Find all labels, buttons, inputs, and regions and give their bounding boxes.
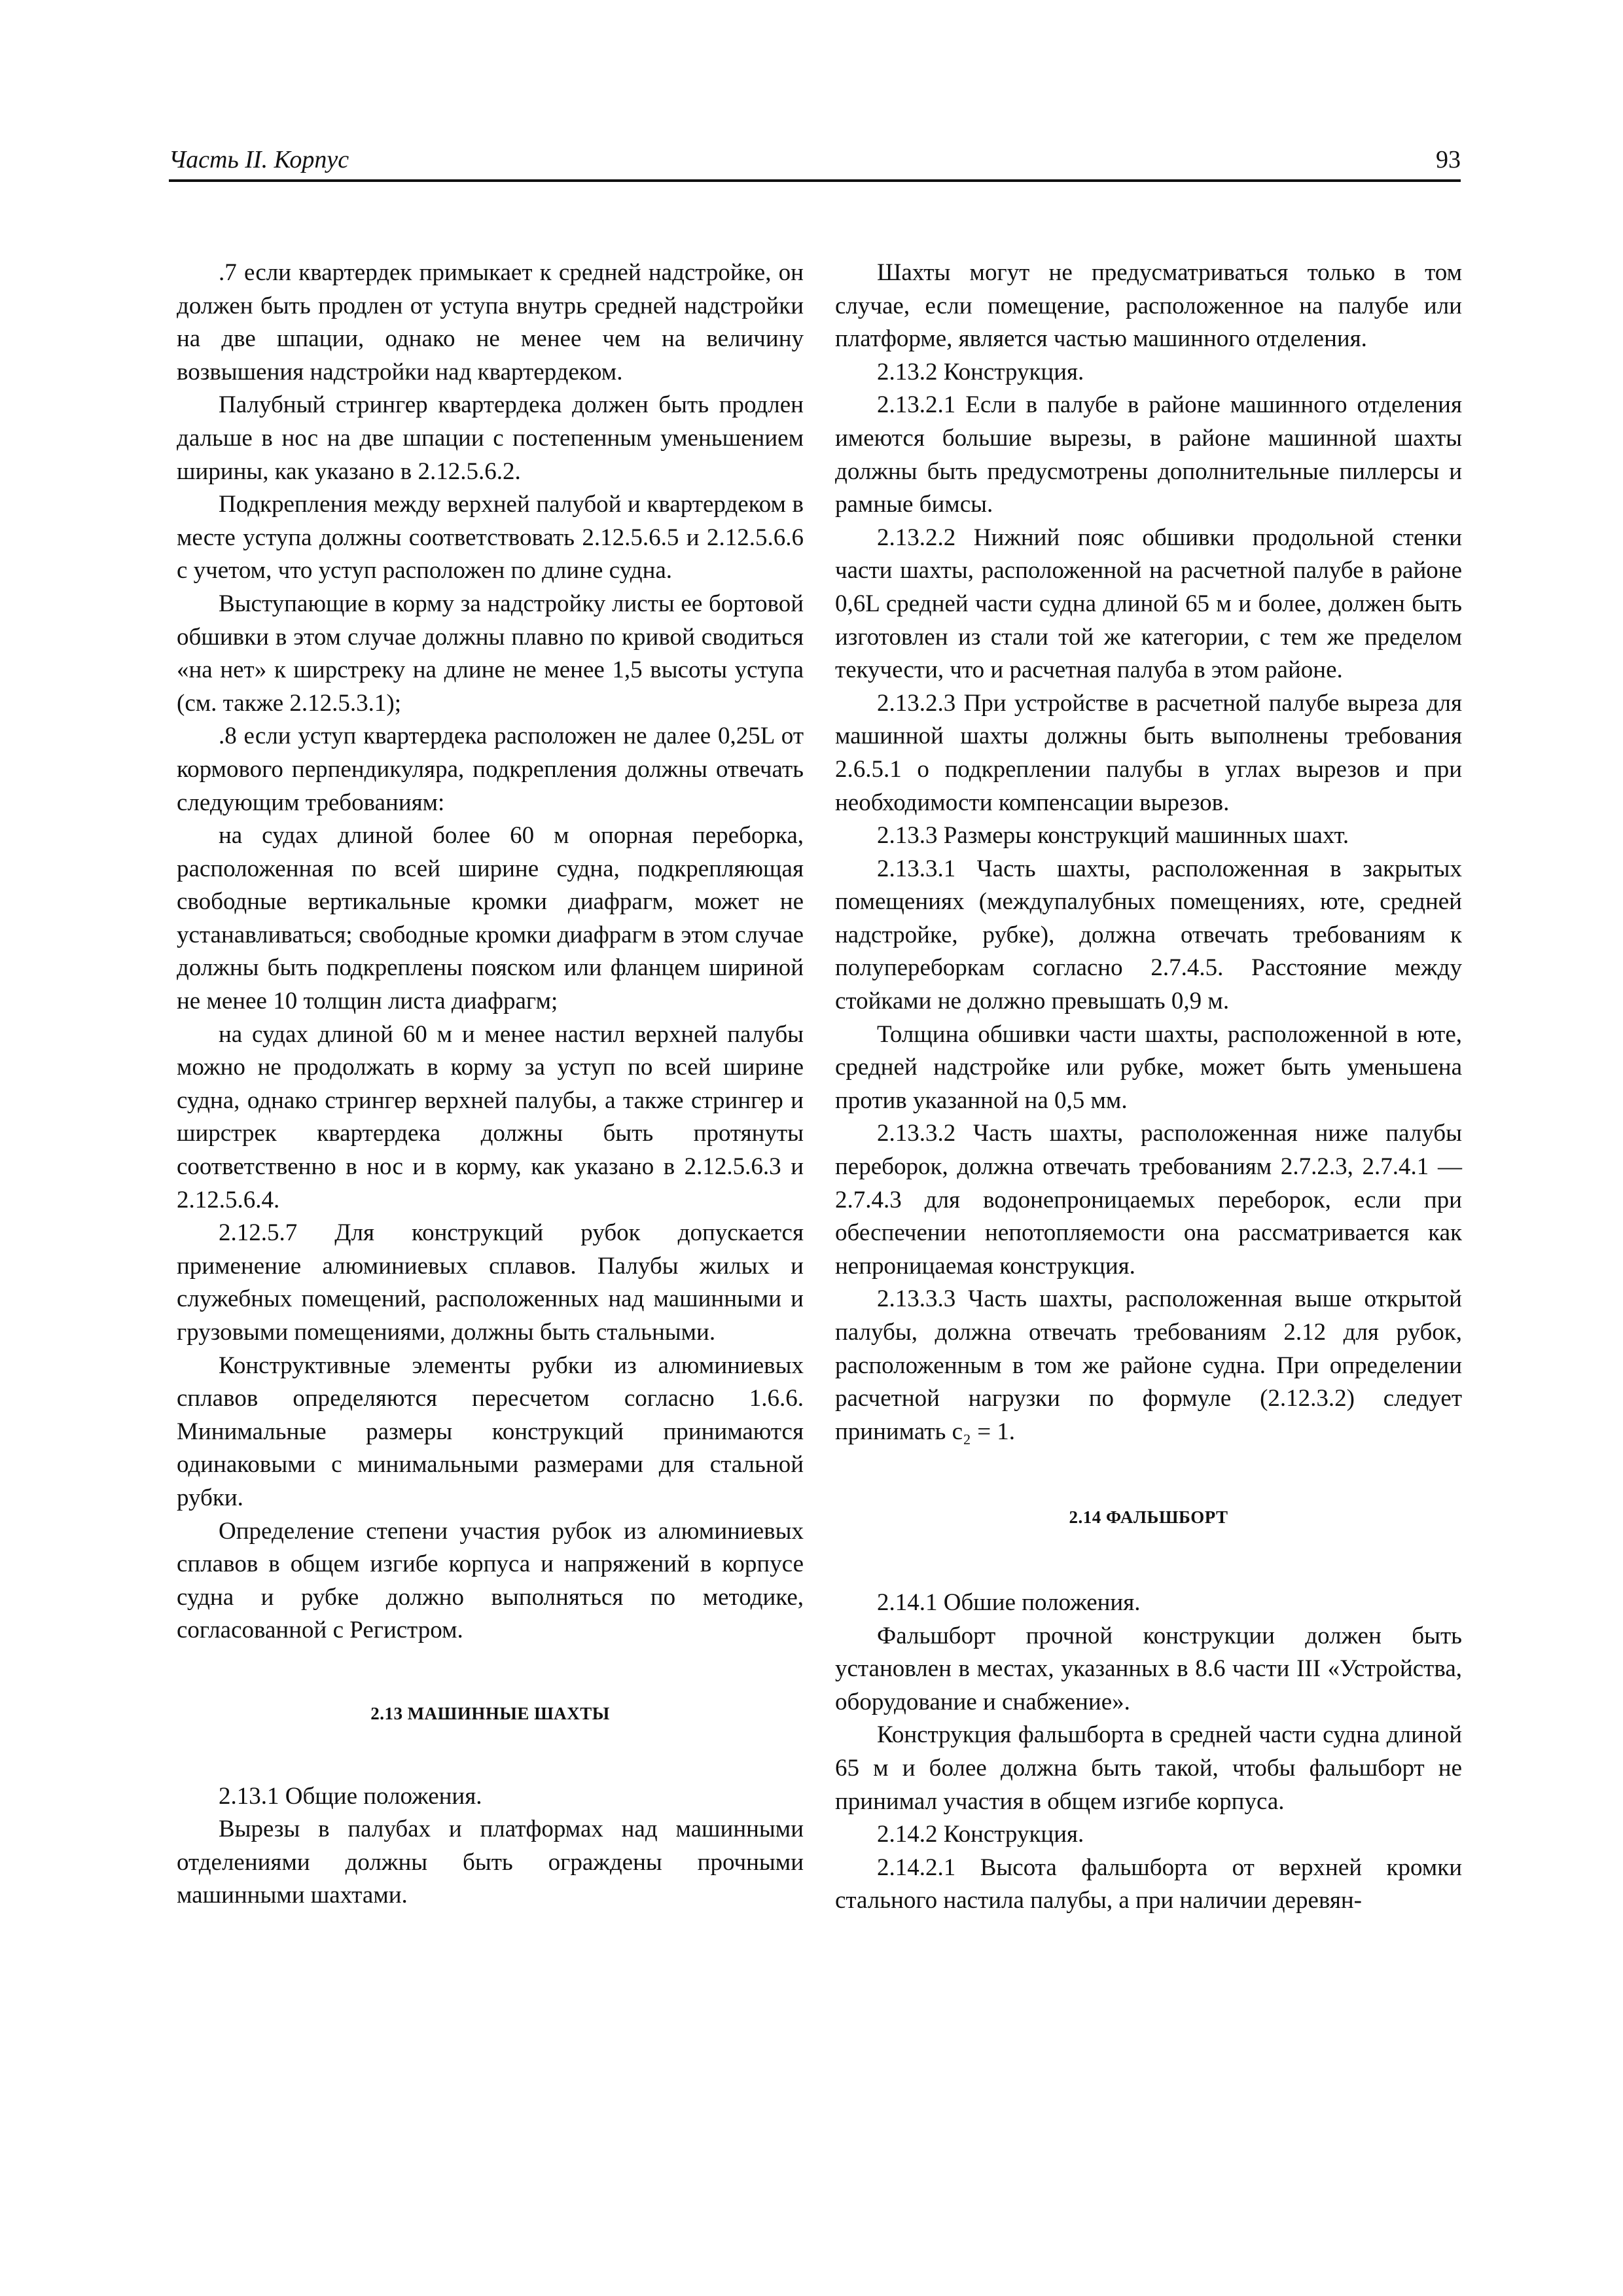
paragraph: .7 если квартердек примыкает к средней надстройке, он должен быть продлен от уступа внутрь средней надстройки на две шпации, однако не менее чем на величину возвышения надстройки над квартердеком. [177, 259, 804, 386]
running-header-title: Часть II. Корпус [169, 146, 349, 173]
running-header [169, 145, 1461, 182]
paragraph: Фальшборт прочной конструкции должен быть установлен в местах, указанных в 8.6 части III «Устройства, оборудование и снабжение». [835, 1622, 1462, 1715]
paragraph: Конструктивные элементы рубки из алюминиевых сплавов определяются пересчетом согласно 1.6.6. Минимальные размеры конструкций принимаются одинаковыми с минимальными размерами для стальной рубки. [177, 1352, 804, 1511]
paragraph: 2.12.5.7 Для конструкций рубок допускается применение алюминиевых сплавов. Палубы жилых и служебных помещений, расположенных над машинными и грузовыми помещениями, должны быть стальными. [177, 1219, 804, 1346]
left-column [177, 257, 804, 1912]
subsection-heading: 2.14.2 Конструкция. [877, 1821, 1084, 1848]
paragraph: 2.14.2.1 Высота фальшборта от верхней кромки стального настила палубы, а при наличии деревян- [835, 1854, 1462, 1914]
paragraph: Определение степени участия рубок из алюминиевых сплавов в общем изгибе корпуса и напряжений в корпусе судна и рубке должно выполняться по методике, согласованной с Регистром. [177, 1517, 804, 1644]
paragraph: 2.13.2.3 При устройстве в расчетной палубе выреза для машинной шахты должны быть выполнены требования 2.6.5.1 о подкреплении палубы в углах вырезов и при необходимости компенсации вырезов. [835, 689, 1462, 816]
paragraph: Вырезы в палубах и платформах над машинными отделениями должны быть ограждены прочными машинными шахтами. [177, 1816, 804, 1909]
paragraph: Толщина обшивки части шахты, расположенной в юте, средней надстройке или рубке, может быть уменьшена против указанной на 0,5 мм. [835, 1020, 1462, 1114]
paragraph: Подкрепления между верхней палубой и квартердеком в месте уступа должны соответствовать 2.12.5.6.5 и 2.12.5.6.6 с учетом, что уступ расположен по длине судна. [177, 491, 804, 584]
paragraph: 2.13.2.2 Нижний пояс обшивки продольной стенки части шахты, расположенной на расчетной палубе в районе 0,6L средней части судна длиной 65 м и более, должен быть изготовлен из стали той же категории, с тем же пределом текучести, что и расчетная палуба в этом районе. [835, 524, 1462, 684]
section-title: 2.13 МАШИННЫЕ ШАХТЫ [370, 1703, 610, 1723]
paragraph: .8 если уступ квартердека расположен не далее 0,25L от кормового перпендикуляра, подкрепления должны отвечать следующим требованиям: [177, 723, 804, 816]
paragraph: 2.13.3.3 Часть шахты, расположенная выше открытой палубы, должна отвечать требованиям 2.12 для рубок, расположенным в том же районе судна. При определении расчетной нагрузки по формуле (2.12.3.2) следует принимать c₂ = 1. [835, 1285, 1462, 1445]
right-column [835, 257, 1462, 1918]
paragraph: 2.13.3.2 Часть шахты, расположенная ниже палубы переборок, должна отвечать требованиям 2.7.2.3, 2.7.4.1 — 2.7.4.3 для водонепроницаемых переборок, если при обеспечении непотопляемости она рассматривается как непроницаемая конструкция. [835, 1120, 1462, 1280]
paragraph: 2.13.2.1 Если в палубе в районе машинного отделения имеются большие вырезы, в районе машинной шахты должны быть предусмотрены дополнительные пиллерсы и рамные бимсы. [835, 391, 1462, 518]
subsection-heading: 2.13.3 Размеры конструкций машинных шахт. [877, 822, 1349, 850]
paragraph: на судах длиной 60 м и менее настил верхней палубы можно не продолжать в корму за уступ по всей ширине судна, однако стрингер верхней палубы, а также стрингер и ширстрек квартердека должны быть протянуты соответственно в нос и в корму, как указано в 2.12.5.6.3 и 2.12.5.6.4. [177, 1020, 804, 1213]
page-number: 93 [1436, 146, 1461, 173]
paragraph: Конструкция фальшборта в средней части судна длиной 65 м и более должна быть такой, чтобы фальшборт не принимал участия в общем изгибе корпуса. [835, 1721, 1462, 1815]
section-title: 2.14 ФАЛЬШБОРТ [1069, 1507, 1228, 1528]
subsection-heading: 2.13.1 Общие положения. [219, 1782, 482, 1810]
paragraph: Палубный стрингер квартердека должен быть продлен дальше в нос на две шпации с постепенным уменьшением ширины, как указано в 2.12.5.6.2. [177, 391, 804, 485]
paragraph: 2.13.3.1 Часть шахты, расположенная в закрытых помещениях (междупалубных помещениях, юте, средней надстройке, рубке), должна отвечать требованиям к полупереборкам согласно 2.7.4.5. Расстояние между стойками не должно превышать 0,9 м. [835, 855, 1462, 1015]
paragraph: Шахты могут не предусматриваться только в том случае, если помещение, расположенное на палубе или платформе, является частью машинного отделения. [835, 259, 1462, 353]
subsection-heading: 2.13.2 Конструкция. [877, 358, 1084, 386]
paragraph: Выступающие в корму за надстройку листы ее бортовой обшивки в этом случае должны плавно по кривой сводиться «на нет» к ширстреку на длине не менее 1,5 высоты уступа (см. также 2.12.5.3.1); [177, 590, 804, 717]
subsection-heading: 2.14.1 Обшие положения. [877, 1588, 1141, 1616]
paragraph: на судах длиной более 60 м опорная переборка, расположенная по всей ширине судна, подкрепляющая свободные вертикальные кромки диафрагм, может не устанавливаться; свободные кромки диафрагм в этом случае должны быть подкреплены пояском или фланцем шириной не менее 10 толщин листа диафрагм; [177, 822, 804, 1015]
